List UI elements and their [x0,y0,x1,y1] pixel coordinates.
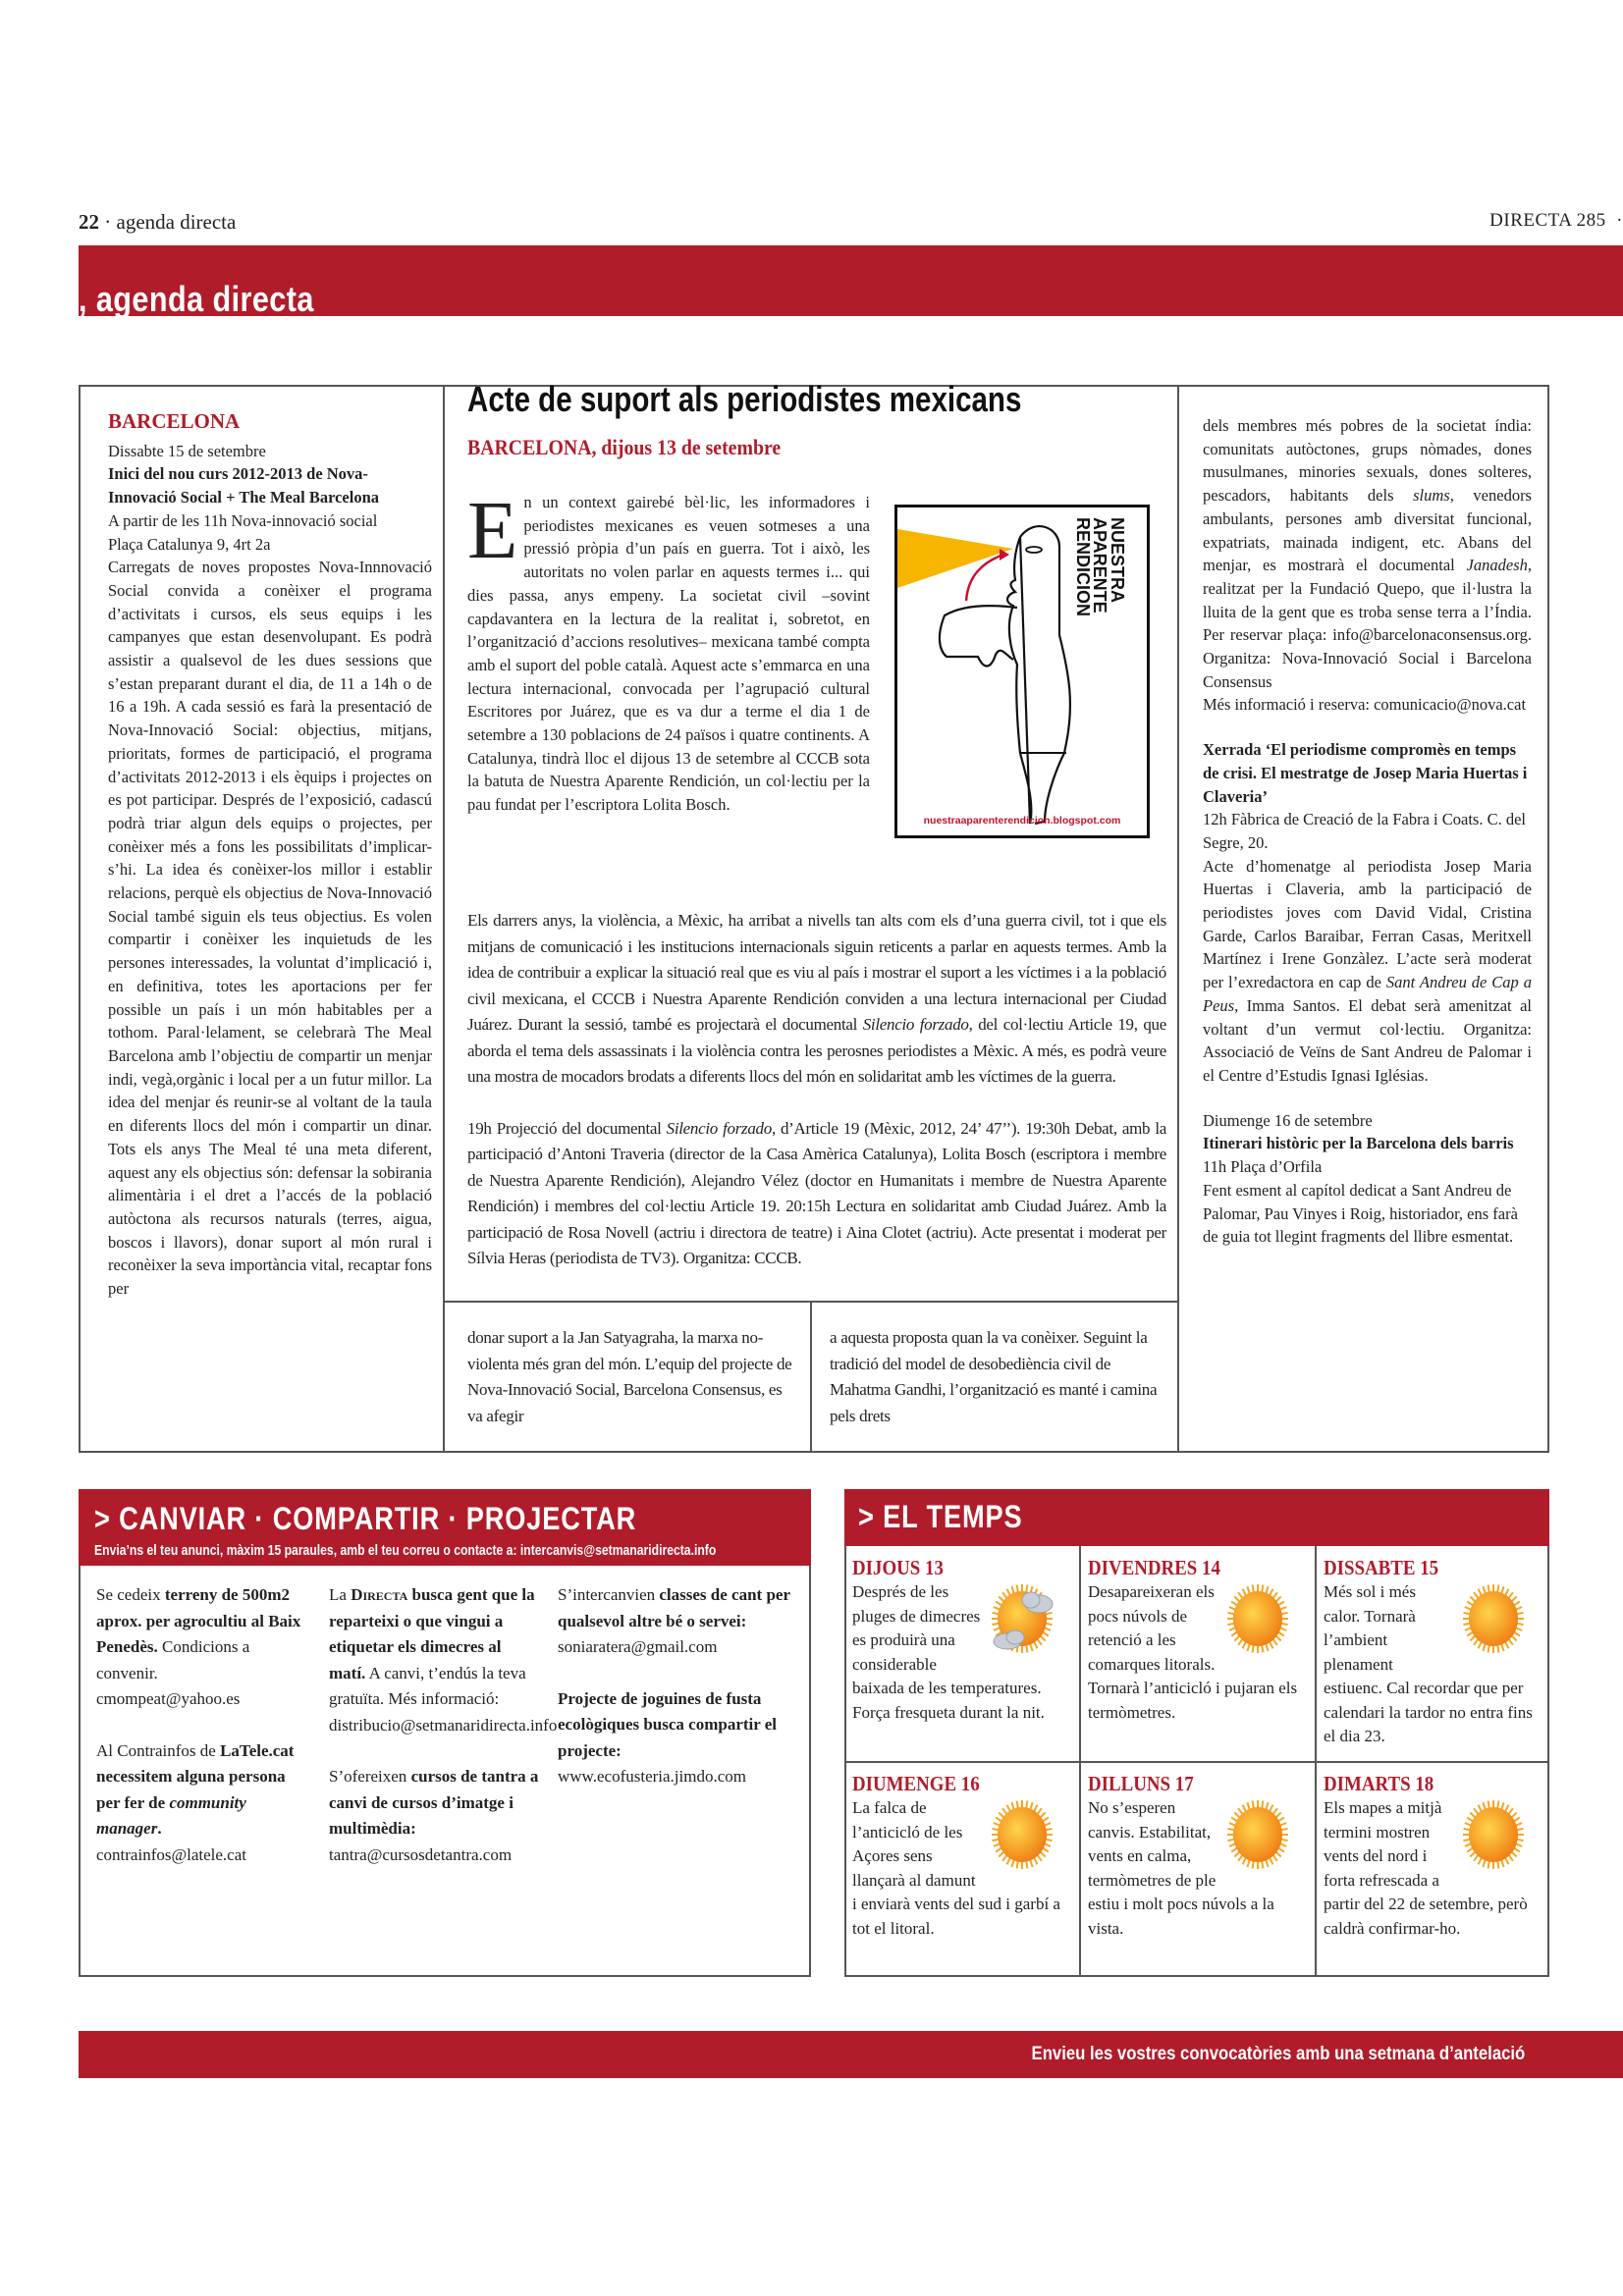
feature-program-text: 19h Projecció del documental [467,1118,667,1138]
event2-body [1203,855,1532,1088]
feature-intro-text: n un context gairebé bèl·lic, les informadores i periodistes mexicanes es veuen sotmeses a una pressió pròpia d’un país en guerra. Tot i això, les autoritats no volen parlar en aquests termes i... qui dies passa, anys empeny. La societat civil –sovint capdavantera en la lectura de la realitat i, sobretot, en l’organització d’accions resolutives– mexicana també compta amb el suport del poble català. Aquest acte s’emmarca en una lectura internacional, convocada per l’agrupació cultural Escritores por Juárez, que es va dur a terme el dia 1 de setembre a 130 poblacions de 24 països i quatre continents. A Catalunya, tindrà lloc el dijous 13 de setembre al CCCB sota la batuta de Nuestra Aparente Rendición, un col·lectiu per la pau fundat per l’escriptora Lolita Bosch. [467,493,870,815]
divider-right [1177,385,1179,1453]
section-title: , agenda directa [79,279,314,319]
feature-program-text-2: , d’Article 19 (Mèxic, 2012, 24’ 47’’). 19:30h Debat, amb la participació d’Antoni Traveria (director de la Casa Amèrica Catalunya), Lolita Bosch (escriptora i membre de Nuestra Aparente Rendición), Alejandro Vélez (doctor en Humanitats i membre de Nuestra Aparente Rendición) i membres del col·lectiu Article 19. 20:15h Lectura en solidaritat amb Ciudad Juárez. Amb la participació de Rosa Novell (actriu i directora de teatre) i Aina Clotet (actriu). Acte presentat i moderat per Sílvia Heras (periodista de TV3). Organitza: CCCB. [467,1118,1166,1267]
right-column [1203,414,1532,1249]
ad-highlight-italic: community manager [96,1792,246,1838]
classified-column-3 [558,1582,793,1790]
weather-day-card [1088,1556,1304,1725]
ad-text: S’ofereixen [329,1767,411,1786]
ad-contact-email[interactable]: contrainfos@latele.cat [96,1844,246,1864]
classified-ad [329,1764,540,1868]
weather-row-divider [844,1761,1549,1763]
weather-day-title: DIVENDRES 14 [1088,1556,1220,1579]
weather-day-body [1088,1580,1304,1725]
poster-illustration [897,507,1147,835]
ad-text: Condicions a convenir. [96,1637,250,1682]
ad-text: Se cedeix [96,1585,165,1604]
event3-title: Itinerari històric per la Barcelona dels barris [1203,1134,1514,1153]
classified-column-1 [96,1582,312,1868]
sun-icon [1459,1580,1534,1669]
classifieds-subtitle: Envia’ns el teu anunci, màxim 15 paraules, amb el teu correu o contacte a: intercanvis@setmanaridirecta.info [94,1543,717,1559]
weather-day-text: Després de les pluges de dimecres es produirà una considerable baixada de les temperatures. Força fresqueta durant la nit. [852,1582,1045,1722]
right-text-italic: slums [1413,486,1450,506]
classified-ad [558,1686,793,1790]
ad-highlight: busca gent que la reparteixi o que vingui a etiquetar els dimecres al matí. [329,1585,535,1682]
classifieds-title: > CANVIAR · COMPARTIR · PROJECTAR [94,1501,637,1536]
sun-cloud-icon [988,1580,1062,1669]
feature-body-text-2: , del col·lectiu Article 19, que aborda el tema dels assassinats i la violència contra les perosnes periodistes a Mèxic. A més, es podrà veure una mostra de mocadors brodats a diferents llocs del món en solidaritat amb les víctimes de la guerra. [467,1015,1166,1086]
dropcap: E [467,485,518,576]
weather-day-body [1088,1796,1304,1941]
divider-continuation [810,1301,812,1453]
classified-ad [558,1582,793,1661]
classified-ad [96,1738,312,1869]
right-text-1: dels membres més pobres de la societat índia: comunitats autòctones, grups nòmades, dones musulmanes, minories sexuals, dones solteres, pescadors, habitants dels [1203,416,1532,506]
ad-highlight: LaTele.cat necessitem alguna persona per fer de [96,1740,295,1812]
ad-highlight: classes de cant per qualsevol altre bé o servei: [558,1585,790,1630]
poster-brand-1: NUESTRA [1108,517,1127,604]
left-city-heading: BARCELONA [108,409,241,433]
ad-text: S’intercanvien [558,1585,660,1604]
ad-contact-url[interactable]: www.ecofusteria.jimdo.com [558,1767,746,1786]
left-event-time: A partir de les 11h Nova-innovació social [108,510,378,530]
event2-publication: Sant Andreu de Cap a Peus [1203,973,1532,1015]
weather-day-body [852,1796,1068,1941]
left-event-title: Inici del nou curs 2012-2013 de Nova-Innovació Social + The Meal Barcelona [108,464,380,507]
ad-contact-email[interactable]: soniaratera@gmail.com [558,1637,718,1656]
sun-icon [988,1796,1062,1885]
weather-day-text: No s’esperen canvis. Estabilitat, vents en calma, termòmetres de ple estiu i molt pocs núvols a la vista. [1088,1798,1274,1938]
ad-highlight: Projecte de joguines de fusta ecològiques busca compartir el projecte: [558,1688,778,1760]
weather-day-text: Més sol i més calor. Tornarà l’ambient plenament estiuenc. Cal recordar que per calendari la tardor no entra fins el dia 23. [1324,1582,1533,1745]
left-event-address: Plaça Catalunya 9, 4rt 2a [108,534,271,554]
ad-highlight: cursos de tantra a canvi de cursos d’imatge i multimèdia: [329,1767,539,1838]
event2-text-2: , Imma Santos. El debat serà amenitzat al voltant d’un vermut col·lectiu. Organitza: Associació de Veïns de Sant Andreu de Palomar i el Centre d’Estudis Ignasi Iglésias. [1203,995,1532,1085]
left-event-body: Carregats de noves propostes Nova-Innnovació Social convida a conèixer el programa d’activitats i cursos, els seus equips i les campanyes que estan desenvolupant. Es podrà assistir a qualsevol de les dues sessions que s’estan preparant durant el dia, de 11 a 14h o de 16 a 19h. A cada sessió es farà la presentació de Nova-Innovació Social: objectius, mitjans, prioritats, formes de participació, el programa d’activitats 2012-2013 i els èquips i projectes on es pot participar. Després de l’exposició, cadascú podrà triar algun dels equips o projectes, per conèixer més a fons les possibilitats d’implicar-s’hi. La idea és conèixer-los millor i establir relacions, perquè els objectius de Nova-Innovació Social també siguin els teus objectius. Es volen compartir i conèixer les inquietuds de les persones interessades, la voluntat d’implicació i, en definitiva, totes les aportacions per fer possible un país i un món habitables per a tothom. Paral·lelament, se celebrarà The Meal Barcelona amb l’objectiu de compartir un menjar indi, vegà,orgànic i local per a un futur millor. La idea del menjar és reunir-se al voltant de la taula en diferents llocs del món i compartir un dinar. Tots els anys The Meal té una meta diferent, aquest any els objectius són: defensar la sobirania alimentària i el dret a l’accés de la població autòctona als recursos naturals (terres, aigua, boscos i llavors), donar suport al món rural i reconèixer la seva importància vital, recaptar fons per [108,558,432,1299]
figure-head-hand [940,606,1017,666]
folio-separator: · [104,210,112,234]
folio-section: agenda directa [116,210,237,234]
continuation-col-b: a aquesta proposta quan la va conèixer. Seguint la tradició del model de desobediència civil de Mahatma Gandhi, l’organització es manté i camina pels drets [830,1328,1158,1425]
event2-place: 12h Fàbrica de Creació de la Fabra i Coats. C. del Segre, 20. [1203,810,1526,852]
poster-brand-2: APARENTE [1090,517,1109,614]
event3-body: Fent esment al capítol dedicat a Sant Andreu de Palomar, Pau Vinyes i Roig, historiador, ens farà de guia tot llegint fragments del llibre esmentat. [1203,1180,1518,1247]
classified-column-2 [329,1582,558,1868]
feature-subtitle: BARCELONA, dijous 13 de setembre [467,435,782,459]
weather-day-text: La falca de l’anticicló de les Açores sens llançarà al damunt i enviarà vents del sud i garbí a tot el litoral. [852,1798,1060,1938]
event3-place: 11h Plaça d’Orfila [1203,1157,1323,1177]
feature-program [467,1116,1166,1272]
sun-icon [1223,1796,1298,1885]
poster-url: nuestraaparenterendicion.blogspot.com [923,815,1121,827]
weather-day-card [1088,1772,1304,1941]
poster-image [894,505,1150,838]
poster-brand-3: RENDICION [1073,517,1093,617]
feature-body [467,908,1166,1272]
weather-band [844,1489,1549,1546]
weather-day-title: DILLUNS 17 [1088,1772,1194,1795]
page-number: 22 [79,210,99,234]
weather-title: > EL TEMPS [858,1499,1023,1534]
ad-contact-email[interactable]: cmompeat@yahoo.es [96,1689,241,1708]
issue-number: DIRECTA 285 [1489,210,1606,231]
weather-day-text: Els mapes a mitjà termini mostren vents del nord i forta refrescada a partir del 22 de setembre, però caldrà confirmar-ho. [1324,1798,1528,1938]
left-event-date: Dissabte 15 de setembre [108,441,266,460]
classifieds-band [79,1489,811,1566]
page-folio [79,210,236,235]
weather-day-body [1324,1796,1540,1941]
ad-text: Al Contrainfos de [96,1740,221,1760]
continuation-col-a: donar suport a la Jan Satyagraha, la marxa no-violenta més gran del món. L’equip del projecte de Nova-Innovació Social, Barcelona Consensus, es va afegir [467,1328,792,1425]
weather-day-title: DIJOUS 13 [852,1556,944,1579]
weather-day-card [852,1556,1068,1725]
sun-icon [1223,1580,1298,1669]
right-text-2: , venedors ambulants, persones amb diversitat funcional, expatriats, mainada indigent, etc. Abans del menjar, es mostrarà el documental [1203,486,1532,575]
event3-date: Diumenge 16 de setembre [1203,1110,1373,1130]
weather-day-body [852,1580,1068,1725]
event2-text-1: Acte d’homenatge al periodista Josep Maria Huertas i Claveria, amb la participació de periodistes joves com David Vidal, Cristina Garde, Carlos Baraibar, Ferran Casas, Meritxell Martínez i Irene Gonzàlez. L’acte serà moderat per l’exredactora en cap de [1203,856,1532,992]
ad-contact-email[interactable]: tantra@cursosdetantra.com [329,1844,513,1864]
left-column [108,410,432,1301]
ad-text: A canvi, t’endús la teva gratuïta. Més informació: distribucio@setmanaridirecta.info [329,1663,558,1735]
weather-day-title: DIMARTS 18 [1324,1772,1434,1795]
feature-title: Acte de suport als periodistes mexicans [467,379,1022,419]
event2-title: Xerrada ‘El periodisme compromès en temps de crisi. El mestratge de Josep Maria Huertas i Claveria’ [1203,740,1528,806]
issue-separator: · [1616,210,1623,231]
divider-left [443,385,445,1453]
right-text-film: Janadesh [1466,556,1528,575]
feature-body-film: Silencio forzado [862,1015,969,1034]
sun-icon [1459,1796,1534,1885]
weather-day-card [852,1772,1068,1941]
feature-intro [467,485,870,817]
weather-day-title: DIUMENGE 16 [852,1772,980,1795]
figure-outline [1007,526,1070,824]
weather-day-body [1324,1580,1540,1749]
right-text-3: , realitzat per la Fundació Quepo, que il·lustra la lluita de la gent que es troba sense terra a l’Índia. Per reservar plaça: info@barcelonaconsensus.org. Organitza: Nova-Innovació Social i Barcelona Consensus [1203,556,1532,691]
ad-text: . [157,1819,162,1838]
weather-day-card [1324,1772,1540,1941]
weather-day-text: Desapareixeran els pocs núvols de retenció a les comarques litorals. Tornarà l’anticicló i pujaran els termòmetres. [1088,1582,1298,1722]
right-more-info: Més informació i reserva: comunicacio@nova.cat [1203,695,1527,715]
feature-body-text: Els darrers anys, la violència, a Mèxic, ha arribat a nivells tan alts com els d’una guerra civil, tot i que els mitjans de comunicació i les institucions internacionals siguin reticents a parlar en aquests termes. Amb la idea de contribuir a explicar la situació real que es viu al país i mostrar el suport a les víctimes i a la població civil mexicana, el CCCB i Nuestra Aparente Rendición conviden a una lectura internacional per Ciudad Juárez. Durant la sessió, també es projectarà el documental [467,911,1166,1034]
weather-day-title: DISSABTE 15 [1324,1556,1439,1579]
right-continued-text [1203,414,1532,693]
ad-highlight: terreny de 500m2 aprox. per agrocultiu al Baix Penedès. [96,1585,301,1656]
footer-notice: Envieu les vostres convocatòries amb una setmana d’antelació [1031,2044,1525,2064]
directa-brand: Directa [351,1585,408,1604]
classified-ad [96,1582,312,1713]
figure-eye [1026,547,1042,553]
ad-text: La [329,1585,352,1604]
weather-day-card [1324,1556,1540,1749]
classified-ad [329,1582,558,1738]
feature-body-paragraph [467,908,1166,1091]
issue-folio [1489,210,1623,232]
feature-program-film: Silencio forzado [666,1118,772,1138]
